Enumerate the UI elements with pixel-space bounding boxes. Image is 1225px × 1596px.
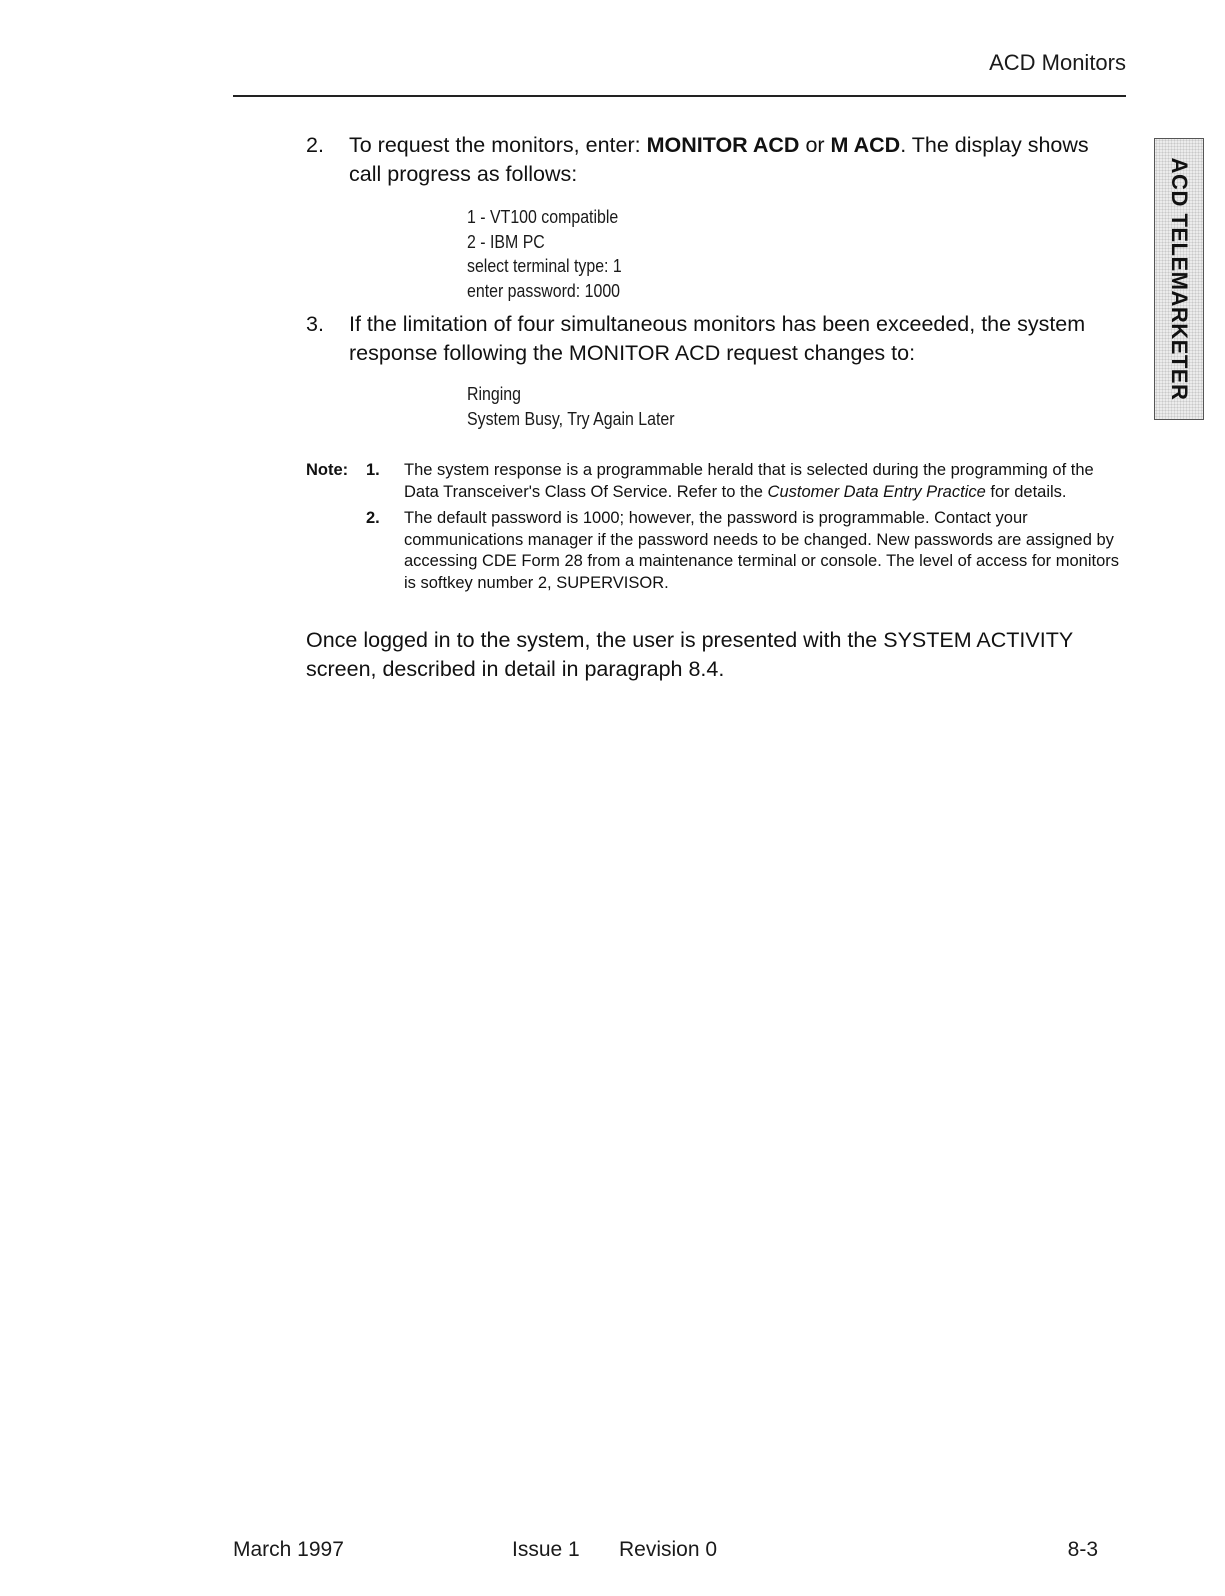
command-m-acd: M ACD — [830, 133, 901, 157]
note-label: Note: — [306, 461, 349, 479]
display-output-busy — [467, 382, 675, 431]
side-tab-label: ACD TELEMARKETER — [1167, 157, 1192, 401]
header-rule — [233, 95, 1126, 97]
note-number: 1. — [366, 461, 380, 479]
footer-page-number: 8-3 — [1067, 1538, 1098, 1561]
step-number: 3. — [306, 312, 324, 336]
step-number: 2. — [306, 133, 324, 157]
step-text: To request the monitors, enter: MONITOR ACD or M ACD. The display shows call progress as follows: — [349, 133, 1089, 186]
display-line: 1 - VT100 compatible — [467, 206, 619, 227]
display-line: enter password: 1000 — [467, 279, 621, 301]
note-text: The system response is a programmable herald that is selected during the programming of the Data Transceiver's Class Of Service. Refer to the Customer Data Entry Practice for details. — [404, 461, 1094, 501]
step-text: If the limitation of four simultaneous monitors has been exceeded, the system response following the MONITOR ACD request changes to: — [349, 312, 1086, 365]
display-line: 2 - IBM PC — [467, 230, 545, 252]
note-number: 2. — [366, 509, 380, 527]
step-2 — [306, 131, 1126, 189]
page-header-title: ACD Monitors — [989, 50, 1126, 75]
document-reference: Customer Data Entry Practice — [767, 482, 986, 501]
section-side-tab — [1154, 138, 1204, 420]
closing-paragraph: Once logged in to the system, the user is presented with the SYSTEM ACTIVITY screen, described in detail in paragraph 8.4. — [306, 628, 1073, 681]
footer-date: March 1997 — [233, 1538, 344, 1561]
footer-revision: Revision 0 — [619, 1538, 718, 1561]
note-text: The default password is 1000; however, the password is programmable. Contact your communications manager if the password needs to be changed. New passwords are assigned by accessing CDE Form 28 from a maintenance terminal or console. The level of access for monitors is softkey number 2, SUPERVISOR. — [404, 509, 1119, 592]
display-line: System Busy, Try Again Later — [467, 407, 675, 429]
step-3 — [306, 310, 1126, 368]
footer-issue: Issue 1 — [512, 1538, 580, 1561]
note-item-1 — [366, 460, 1126, 503]
note-item-2 — [366, 508, 1126, 594]
display-output-login — [467, 205, 622, 303]
command-monitor-acd: MONITOR ACD — [646, 133, 800, 157]
display-line: select terminal type: 1 — [467, 255, 622, 276]
display-line: Ringing — [467, 383, 521, 404]
